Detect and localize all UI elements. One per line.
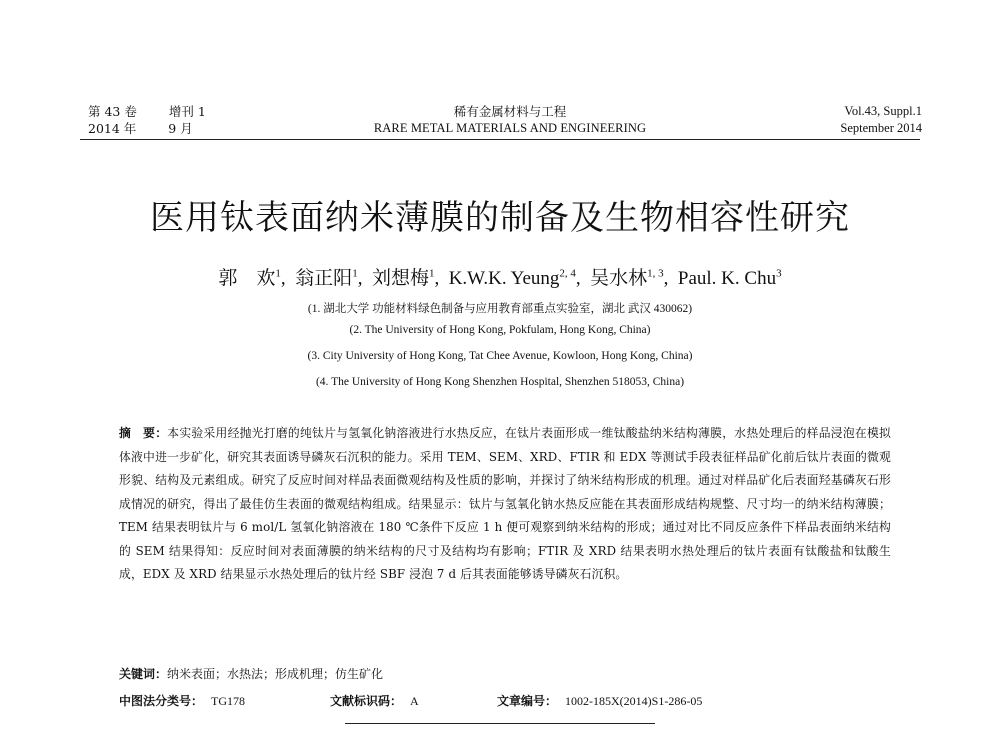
clc-label: 中图法分类号：: [119, 694, 204, 708]
paper-title: 医用钛表面纳米薄膜的制备及生物相容性研究: [150, 198, 850, 238]
journal-name-en: RARE METAL MATERIALS AND ENGINEERING: [373, 121, 647, 135]
abstract: [119, 422, 891, 587]
affiliation-3: (3. City University of Hong Kong, Tat Chee Avenue, Kowloon, Hong Kong, China): [307, 350, 693, 362]
date-en: September 2014: [840, 121, 922, 135]
document-code-label: 文献标识码：: [330, 694, 403, 708]
author-affiliation-mark: 1: [428, 267, 435, 280]
author-affiliation-mark: 1: [275, 267, 281, 280]
year-cn: 2014 年: [88, 121, 137, 136]
author-name: 郭 欢: [218, 268, 276, 289]
supplement-cn: 增刊 1: [168, 104, 206, 119]
article-number: [497, 692, 702, 709]
header-volume-en: [702, 103, 922, 137]
author-name: Paul. K. Chu: [677, 268, 777, 289]
author-name: 吴水林: [590, 268, 648, 289]
footer-divider: [345, 723, 655, 724]
abstract-label: 摘 要：: [119, 426, 168, 440]
author-affiliation-mark: 2, 4: [559, 267, 576, 280]
affiliation-4: (4. The University of Hong Kong Shenzhen Hospital, Shenzhen 518053, China): [315, 376, 685, 388]
author-name: 刘想梅: [371, 268, 429, 289]
author-name: 翁正阳: [295, 268, 353, 289]
article-number-value: 1002-185X(2014)S1-286-05: [565, 694, 703, 708]
document-code-value: A: [410, 694, 419, 708]
abstract-text: 本实验采用经抛光打磨的纯钛片与氢氧化钠溶液进行水热反应，在钛片表面形成一维钛酸盐纳米结构薄膜，水热处理后的样品浸泡在模拟体液中进一步矿化，研究其表面诱导磷灰石沉积的能力。采用 TEM、SEM、XRD、FTIR 和 EDX 等测试手段表征样品矿化前后钛片表面的微观形貌、结构及元素组成。研究了反应时间对样品表面微观结构及性质的影响，并探讨了纳米结构形成的机理。通过对样品矿化后表面羟基磷灰石形成情况的研究，得出了最佳仿生表面的微观结构组成。结果显示：钛片与氢氧化钠水热反应能在其表面形成结构规整、尺寸均一的纳米结构薄膜；TEM 结果表明钛片与 6 mol/L 氢氧化钠溶液在 180 ℃条件下反应 1 h 便可观察到纳米结构的形成；通过对比不同反应条件下样品表面纳米结构的 SEM 结果得知：反应时间对表面薄膜的纳米结构的尺寸及结构均有影响；FTIR 及 XRD 结果表明水热处理后的钛片表面有钛酸盐和钛酸生成，EDX 及 XRD 结果显示水热处理后的钛片经 SBF 浸泡 7 d 后其表面能够诱导磷灰石沉积。: [119, 426, 891, 581]
document-code: [330, 692, 419, 709]
volume-en: Vol.43, Suppl.1: [844, 104, 922, 118]
author-list: 郭 欢$^1$, 翁正阳$^1$, 刘想梅$^1$, K.W.K. Yeung$^{2, 4}$, 吴水林$^{1, 3}$, Paul. K. Chu$^3$: [218, 267, 782, 289]
volume-cn: 第 43 卷: [88, 104, 137, 119]
author-affiliation-mark: 1: [352, 267, 358, 280]
keywords-label: 关键词：: [119, 667, 168, 681]
keywords-text: 纳米表面；水热法；形成机理；仿生矿化: [167, 667, 384, 681]
affiliation-2: (2. The University of Hong Kong, Pokfulam, Hong Kong, China): [349, 324, 651, 336]
clc-value: TG178: [211, 694, 246, 708]
header-volume-info: [88, 103, 288, 137]
month-cn: 9 月: [168, 121, 193, 136]
keywords: [119, 665, 891, 682]
header-journal: [300, 103, 720, 137]
clc-number: [119, 692, 245, 709]
author-affiliation-mark: 1, 3: [647, 267, 664, 280]
journal-name-cn: 稀有金属材料与工程: [453, 104, 567, 119]
author-name: K.W.K. Yeung: [448, 268, 560, 289]
article-number-label: 文章编号：: [497, 694, 558, 708]
affiliation-1: (1. 湖北大学 功能材料绿色制备与应用教育部重点实验室，湖北 武汉 430062): [307, 303, 693, 315]
author-affiliation-mark: 3: [776, 267, 782, 280]
header-divider: [80, 139, 920, 140]
